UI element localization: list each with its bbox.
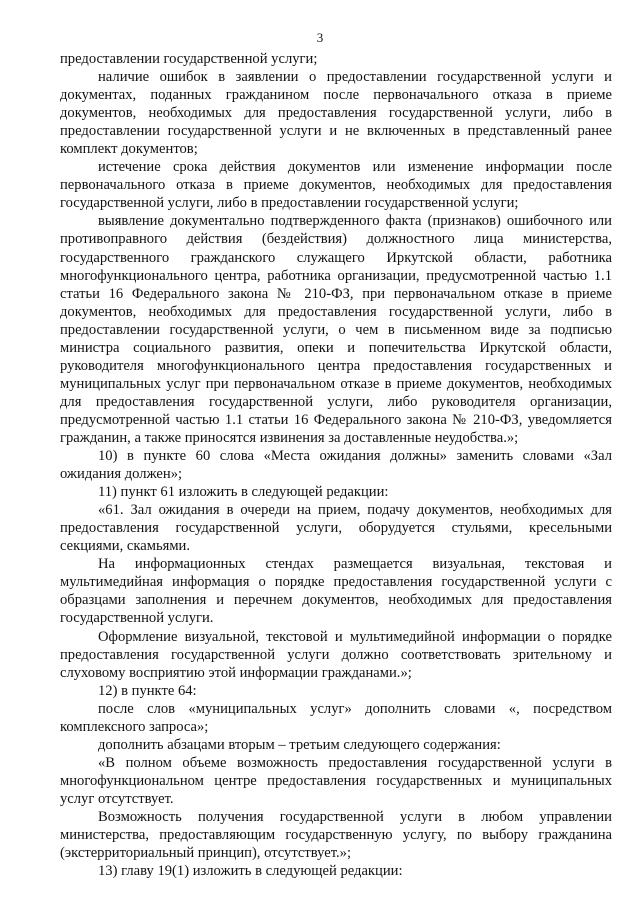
page-number: 3 [316,30,324,45]
paragraph: дополнить абзацами вторым – третьим следующего содержания: [98,736,501,753]
paragraph: 13) главу 19(1) изложить в следующей редакции: [98,863,403,880]
paragraph: после слов «муниципальных услуг» дополнить словами «, посредством комплексного запроса»; [60,700,612,735]
paragraph: выявление документально подтвержденного факта (признаков) ошибочного или противоправного действия (бездействия) должностного лица министерства, государственного гражданского служащего Иркутской области, работника многофункционального центра, работника организации, предусмотренной частью 1.1 статьи 16 Федерального закона № 210-ФЗ, при первоначальном отказе в приеме документов, необходимых для предоставления государственной услуги, либо в предоставлении государственной услуги, о чем в письменном виде за подписью министра социального развития, опеки и попечительства Иркутской области, руководителя многофункционального центра предоставления государственных и муниципальных услуг при первоначальном отказе в приеме документов, необходимых для предоставления государственной услуги, либо руководителя организации, предусмотренной частью 1.1 статьи 16 Федерального закона № 210-ФЗ, уведомляется гражданин, а также приносятся извинения за доставленные неудобства.»; [60,213,612,446]
paragraph: «В полном объеме возможность предоставления государственной услуги в многофункциональном центре предоставления государственных и муниципальных услуг отсутствует. [60,754,612,807]
paragraph: 11) пункт 61 изложить в следующей редакции: [98,484,389,501]
paragraph: предоставлении государственной услуги; [60,51,318,67]
paragraph: 10) в пункте 60 слова «Места ожидания должны» заменить словами «Зал ожидания должен»; [60,448,612,483]
paragraph: На информационных стендах размещается визуальная, текстовая и мультимедийная информация о порядке предоставления государственной услуги с образцами заполнения и перечнем документов, необходимых для предоставления государственной услуги. [60,556,612,627]
paragraph: Возможность получения государственной услуги в любом управлении министерства, предоставляющим государственную услугу, по выбору гражданина (экстерриториальный принцип), отсутствует.»; [60,808,612,862]
paragraph: наличие ошибок в заявлении о предоставлении государственной услуги и документах, поданных гражданином после первоначального отказа в приеме документов, необходимых для предоставления государственной услуги, либо в предоставлении государственной услуги и не включенных в представленный ранее комплект документов; [60,69,612,158]
paragraph: «61. Зал ожидания в очереди на прием, подачу документов, необходимых для предоставления государственной услуги, оборудуется стульями, кресельными секциями, скамьями. [60,502,612,555]
paragraph: 12) в пункте 64: [98,682,197,699]
paragraph: истечение срока действия документов или изменение информации после первоначального отказа в приеме документов, необходимых для предоставления государственной услуги, либо в предоставлении государственной услуги; [60,159,612,212]
document-body [60,50,612,880]
paragraph: Оформление визуальной, текстовой и мультимедийной информации о порядке предоставления государственной услуги должно соответствовать зрительному и слуховому восприятию этой информации гражданами.»; [60,628,612,681]
